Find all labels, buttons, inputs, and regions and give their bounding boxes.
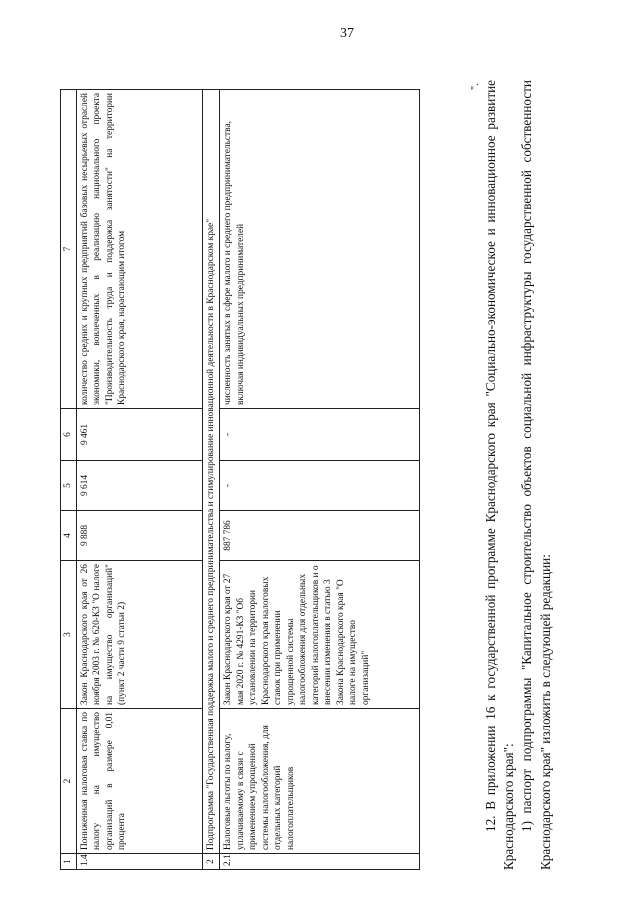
rotated-content (60, 35, 620, 870)
table-row (220, 90, 420, 870)
paragraph: 1) паспорт подпрограммы "Капитальное строительство объектов социальной инфраструктуры государственной собственности Краснодарского края" изложить в следующей редакции: (519, 80, 553, 870)
page-number: 37 (340, 26, 354, 41)
table-row (202, 90, 220, 870)
header-cell: 2 (61, 709, 77, 854)
paragraph: 12. В приложении 16 к государственной программе Краснодарского края "Социально-экономическое и инновационное развитие Краснодарского края": (483, 80, 517, 870)
value-cell: 9 888 (76, 511, 202, 561)
header-cell: 1 (61, 854, 77, 870)
value-cell: 887 786 (220, 511, 420, 561)
tax-benefits-table (60, 89, 420, 870)
header-cell: 7 (61, 90, 77, 409)
legal-basis: Закон Краснодарского края от 27 мая 2020 г. № 4291-КЗ "Об установлении на территории Краснодарского края налоговых ставок при применении упрощенной системы налогообложения для отдельных категорий налогоплательщиков и о внесении изменения в статью 3 Закона Краснодарского края "О налоге на имущество организаций" (220, 561, 420, 709)
value-cell: 9 461 (76, 409, 202, 461)
legal-basis: Закон Краснодарского края от 26 ноября 2003 г. № 620-КЗ "О налоге на имущество организаций" (пункт 2 части 9 статьи 2) (76, 561, 202, 709)
header-cell: 6 (61, 409, 77, 461)
table-row (76, 90, 202, 870)
subprogram-title: Подпрограмма "Государственная поддержка малого и среднего предпринимательства и стимулирование инновационной деятельности в Краснодарском крае" (202, 90, 220, 854)
row-number: 2 (202, 854, 220, 870)
header-cell: 4 (61, 511, 77, 561)
indicator: количество средних и крупных предприятий базовых несырьевых отраслей экономики, вовлеченных в реализацию национального проекта "Производительность труда и поддержка занятости" на территории Краснодарского края, нарастающим итогом (76, 90, 202, 409)
after-table-text (482, 80, 555, 870)
benefit-name: Налоговые льготы по налогу, уплачиваемому в связи с применением упрощенной системы налогообложения, для отдельных категорий налогоплательщиков (220, 709, 420, 854)
value-cell: - (220, 461, 420, 511)
row-number: 1.4 (76, 854, 202, 870)
closing-quote: ". (470, 83, 481, 90)
benefit-name: Пониженная налоговая ставка по налогу на имущество организаций в размере 0,01 процента (76, 709, 202, 854)
table-header-row (61, 90, 77, 870)
row-number: 2.1 (220, 854, 420, 870)
header-cell: 3 (61, 561, 77, 709)
indicator: численность занятых в сфере малого и среднего предпринимательства, включая индивидуальных предпринимателей (220, 90, 420, 409)
header-cell: 5 (61, 461, 77, 511)
value-cell: - (220, 409, 420, 461)
value-cell: 9 614 (76, 461, 202, 511)
